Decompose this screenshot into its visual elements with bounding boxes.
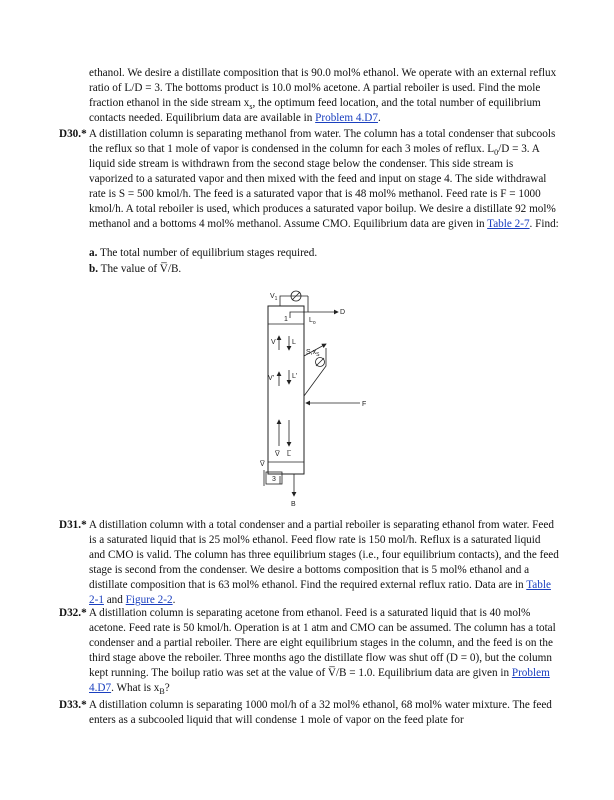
vapor-vprime-label: V': [268, 375, 275, 382]
d30-part-b: b. The value of V̅/B.: [89, 263, 182, 275]
problem-number: D32.*: [59, 607, 87, 619]
problem-d32: D32.* A distillation column is separating acetone from ethanol. Feed is a saturated liquid that is 40 mol% acetone. Feed rate is 50 kmol/h. Operation is at 1 atm and CMO can be assumed. The column has a total condenser and a partial reboiler. There are eight equilibrium stages in the column, and the feed is on the third stage above the reboiler. Three months ago the distillate flow was shut off (D = 0), but the column kept running. The boilup ratio was set at the value of V̅/B = 1.0. Equilibrium data are given in Problem 4.D7. What is $x_B$?: [59, 607, 556, 697]
problem-number: D33.*: [59, 699, 87, 711]
liquid-lbar-label: L̅: [287, 451, 291, 458]
side-stream-label: $S,x_S$: [306, 349, 320, 358]
vapor-v1-label: $V_1$: [270, 293, 278, 302]
reboiler-stage-label: 3: [272, 476, 276, 483]
problem-number: D30.*: [59, 128, 87, 140]
table-2-1-link[interactable]: Table 2-1: [89, 579, 551, 606]
problem-4d7-link-2[interactable]: Problem 4.D7: [89, 667, 550, 694]
boilup-vbar-label: V̅: [260, 461, 265, 468]
vapor-vbar-label: V̅: [275, 451, 280, 458]
liquid-l-label: L: [292, 339, 296, 346]
problem-4d7-link[interactable]: Problem 4.D7: [315, 112, 378, 124]
distillate-label: D: [340, 309, 346, 316]
problem-number: D31.*: [59, 519, 87, 531]
bottoms-label: B: [291, 501, 296, 508]
feed-label: F: [362, 401, 367, 408]
problem-d33: D33.* A distillation column is separating 1000 mol/h of a 32 mol% ethanol, 68 mol% water mixture. The feed enters as a subcooled liquid that will condense 1 mole of vapor on the feed plate for: [59, 699, 552, 726]
liquid-lprime-label: L': [292, 373, 298, 380]
problem-d30: D30.* A distillation column is separating methanol from water. The column has a total condenser that subcools the reflux so that 1 mole of vapor is condensed in the column for each 3 moles of reflux. $L_0/D = 3$. A liquid side stream is withdrawn from the second stage below the condenser. This side stream is vaporized to a saturated vapor and then mixed with the feed and input on stage 4. The side withdrawal rate is S = 500 kmol/h. The feed is a saturated vapor that is 48 mol% methanol. Feed rate is F = 1000 kmol/h. A total reboiler is used, which produces a saturated vapor boilup. We desire a distillate 92 mol% methanol and a bottoms 4 mol% methanol. Assume CMO. Equilibrium data are given in Table 2-7. Find:: [59, 128, 559, 230]
stage-1-label: 1: [284, 316, 288, 323]
reflux-l0-label: $L_o$: [309, 317, 316, 326]
d30-part-a: a. The total number of equilibrium stages required.: [89, 247, 318, 259]
vapor-v-label: V: [271, 339, 276, 346]
table-2-7-link[interactable]: Table 2-7: [487, 218, 530, 230]
intro-paragraph: ethanol. We desire a distillate composition that is 90.0 mol% ethanol. We operate with an external reflux ratio of L/D = 3. The bottoms product is 10.0 mol% acetone. A partial reboiler is used. Find the mole fraction ethanol in the side stream $x_s$, the optimum feed location, and the total number of equilibrium contacts needed. Equilibrium data are available in Problem 4.D7.: [89, 67, 557, 124]
distillation-column-diagram: [244, 286, 370, 514]
figure-2-2-link[interactable]: Figure 2-2: [125, 594, 173, 606]
column-shell: [268, 306, 304, 474]
problem-d31: D31.* A distillation column with a total condenser and a partial reboiler is separating ethanol from water. Feed is a saturated liquid that is 25 mol% ethanol. Feed flow rate is 150 mol/h. Reflux is a saturated liquid and CMO is valid. The column has three equilibrium stages (i.e., four equilibrium contacts), and the feed stage is second from the condenser. We desire a bottoms composition that is 5 mol% ethanol and a distillate composition that is 63 mol% ethanol. Find the required external reflux ratio. Data are in Table 2-1 and Figure 2-2.: [59, 519, 559, 606]
